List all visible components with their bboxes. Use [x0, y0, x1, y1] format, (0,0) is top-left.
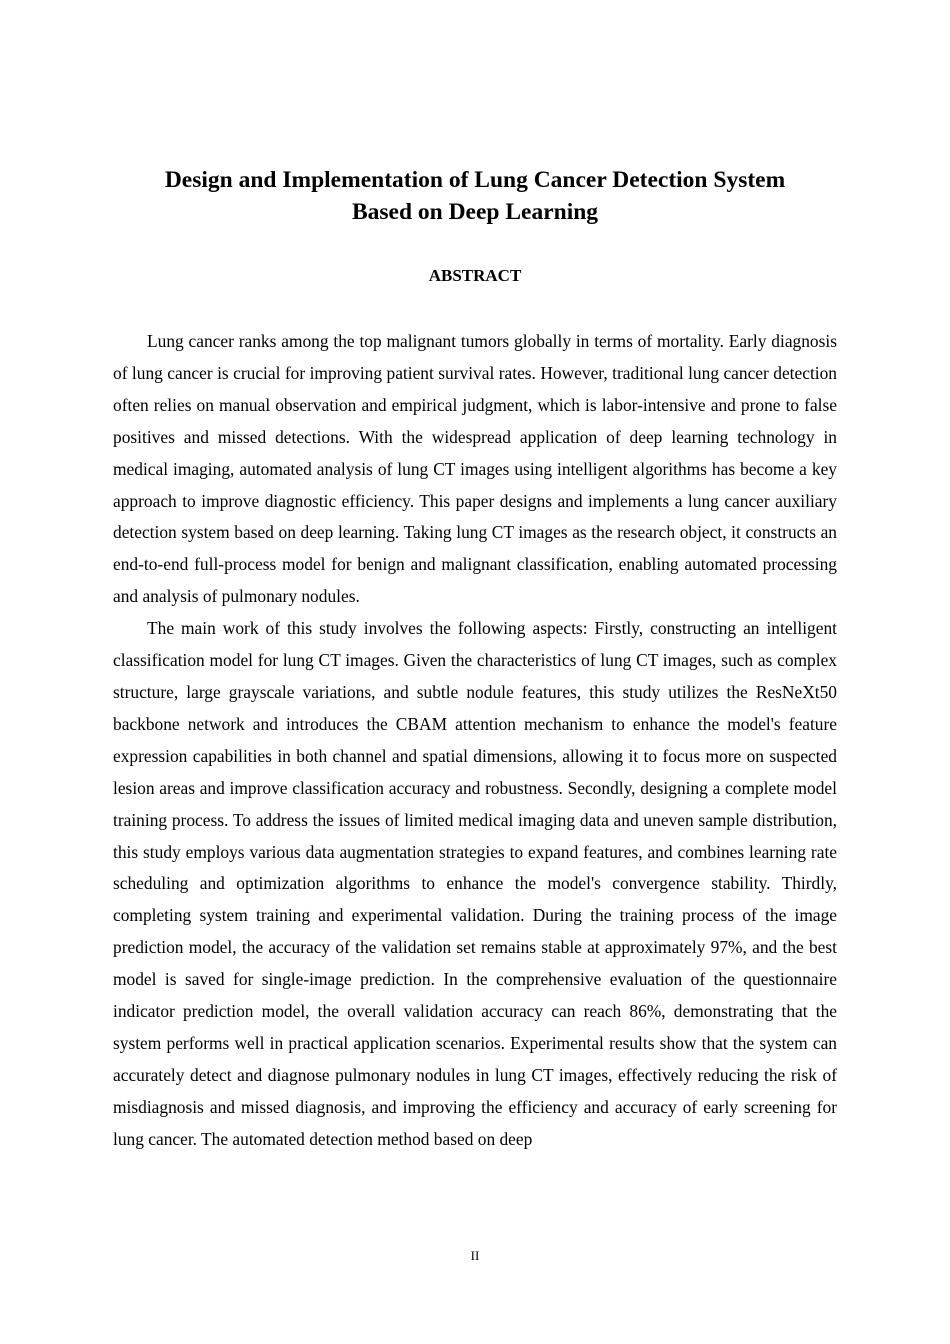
- abstract-body: [113, 326, 837, 1156]
- page-number: II: [470, 1248, 480, 1263]
- paper-title-line-1: Design and Implementation of Lung Cancer Detection System: [164, 167, 786, 193]
- abstract-paragraph-2: The main work of this study involves the following aspects: Firstly, constructing an intelligent classification model for lung CT images. Given the characteristics of lung CT images, such as complex structure, large grayscale variations, and subtle nodule features, this study utilizes the ResNeXt50 backbone network and introduces the CBAM attention mechanism to enhance the model's feature expression capabilities in both channel and spatial dimensions, allowing it to focus more on suspected lesion areas and improve classification accuracy and robustness. Secondly, designing a complete model training process. To address the issues of limited medical imaging data and uneven sample distribution, this study employs various data augmentation strategies to expand features, and combines learning rate scheduling and optimization algorithms to enhance the model's convergence stability. Thirdly, completing system training and experimental validation. During the training process of the image prediction model, the accuracy of the validation set remains stable at approximately 97%, and the best model is saved for single-image prediction. In the comprehensive evaluation of the questionnaire indicator prediction model, the overall validation accuracy can reach 86%, demonstrating that the system performs well in practical application scenarios. Experimental results show that the system can accurately detect and diagnose pulmonary nodules in lung CT images, effectively reducing the risk of misdiagnosis and missed diagnosis, and improving the efficiency and accuracy of early screening for lung cancer. The automated detection method based on deep: [113, 618, 837, 1149]
- paper-title-line-2: Based on Deep Learning: [351, 199, 599, 225]
- paper-title: [113, 164, 837, 228]
- abstract-paragraph-1: Lung cancer ranks among the top malignant tumors globally in terms of mortality. Early diagnosis of lung cancer is crucial for improving patient survival rates. However, traditional lung cancer detection often relies on manual observation and empirical judgment, which is labor-intensive and prone to false positives and missed detections. With the widespread application of deep learning technology in medical imaging, automated analysis of lung CT images using intelligent algorithms has become a key approach to improve diagnostic efficiency. This paper designs and implements a lung cancer auxiliary detection system based on deep learning. Taking lung CT images as the research object, it constructs an end-to-end full-process model for benign and malignant classification, enabling automated processing and analysis of pulmonary nodules.: [113, 331, 837, 607]
- abstract-heading: ABSTRACT: [428, 266, 522, 285]
